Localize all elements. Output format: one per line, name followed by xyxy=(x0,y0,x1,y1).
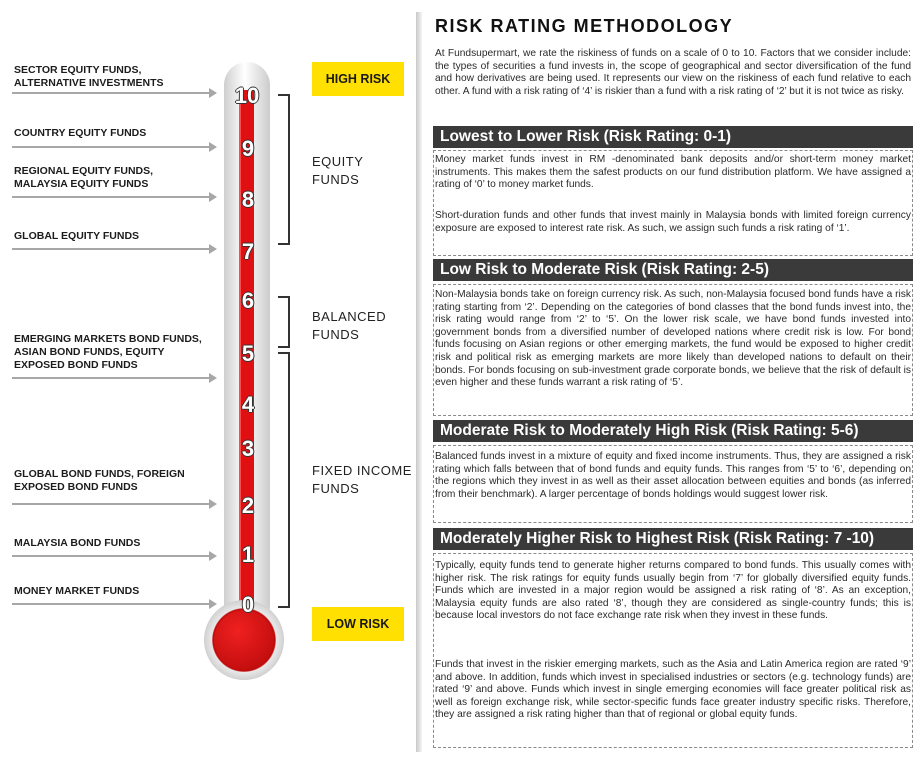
fixed-income-bracket xyxy=(278,352,290,608)
scale-4: 4 xyxy=(241,392,255,417)
arrow-to-10 xyxy=(12,92,210,94)
intro-paragraph: At Fundsupermart, we rate the riskiness of funds on a scale of 0 to 10. Factors that we consider include: the types of securities a fund invests in, the scope of geographical and sector diversification of the fund and how derivatives are being used. It represents our view on the riskiness of each fund relative to each other. A fund with a risk rating of ‘4’ is riskier than a fund with a risk rating of ‘2’ but it is not twice as risky. xyxy=(435,48,911,97)
scale-7: 7 xyxy=(241,239,255,264)
fund-label-sector-equity: SECTOR EQUITY FUNDS, ALTERNATIVE INVESTMENTS xyxy=(14,64,164,89)
scale-3: 3 xyxy=(241,436,255,461)
section-header-highest: Moderately Higher Risk to Highest Risk (Risk Rating: 7 -10) xyxy=(433,528,913,550)
page-title: RISK RATING METHODOLOGY xyxy=(435,16,734,36)
section-lowest-para-1: Money market funds invest in RM -denominated bank deposits and/or short-term money market instruments. This makes them the safest products on our fund distribution platform. We have assigned a rating of ‘0’ to money market funds. xyxy=(435,154,911,191)
fund-label-malaysia-bond: MALAYSIA BOND FUNDS xyxy=(14,537,141,549)
arrow-to-4 xyxy=(12,377,210,379)
arrow-to-2 xyxy=(12,503,210,505)
arrow-to-7 xyxy=(12,248,210,250)
panel-shadow xyxy=(416,12,422,752)
section-highest-para-1: Typically, equity funds tend to generate higher returns compared to bond funds. This usually comes with higher risk. The risk ratings for equity funds usually begin from ‘7’ for globally diversified equity funds. Funds which are invested in a major region would be assigned a risk rating of ‘8’. As an exception, Malaysia equity funds are also rated ‘8’, though they are considered as single-country funds; this is because local investors do not face exchange rate risk when they invest in these funds. xyxy=(435,560,911,622)
section-header-lowest: Lowest to Lower Risk (Risk Rating: 0-1) xyxy=(433,126,913,148)
fund-label-global-equity: GLOBAL EQUITY FUNDS xyxy=(14,230,140,242)
scale-8: 8 xyxy=(241,187,255,212)
balanced-bracket xyxy=(278,296,290,348)
fund-label-global-bond: GLOBAL BOND FUNDS, FOREIGN EXPOSED BOND FUNDS xyxy=(14,468,185,493)
arrow-to-8 xyxy=(12,196,210,198)
scale-9: 9 xyxy=(241,136,255,161)
high-risk-badge: HIGH RISK xyxy=(312,62,404,96)
scale-5: 5 xyxy=(241,341,255,366)
low-risk-badge: LOW RISK xyxy=(312,607,404,641)
methodology-panel xyxy=(427,0,920,765)
section-lowest-para-2: Short-duration funds and other funds that invest mainly in Malaysia bonds with limited foreign currency exposure are exposed to interest rate risk. As such, we assign such funds a risk rating of ‘1’. xyxy=(435,210,911,234)
group-label-balanced: BALANCED FUNDS xyxy=(312,309,387,342)
scale-2: 2 xyxy=(241,493,255,518)
fund-label-emerging-bond: EMERGING MARKETS BOND FUNDS, ASIAN BOND FUNDS, EQUITY EXPOSED BOND FUNDS xyxy=(14,333,202,371)
scale-6: 6 xyxy=(241,288,255,313)
fund-label-regional-equity: REGIONAL EQUITY FUNDS, MALAYSIA EQUITY FUNDS xyxy=(14,165,154,190)
equity-bracket xyxy=(278,94,290,245)
section-header-moderate-high: Moderate Risk to Moderately High Risk (Risk Rating: 5-6) xyxy=(433,420,913,442)
scale-0: 0 xyxy=(241,592,255,617)
fund-label-country-equity: COUNTRY EQUITY FUNDS xyxy=(14,127,147,139)
group-label-fixed-income: FIXED INCOME FUNDS xyxy=(312,463,412,496)
arrow-to-9 xyxy=(12,146,210,148)
section-low-moderate-para-1: Non-Malaysia bonds take on foreign currency risk. As such, non-Malaysia focused bond funds have a risk rating starting from ‘2’. Depending on the categories of bond classes that the bond funds invest into, the risk rating would range from ‘2’ to ‘5’. On the lower risk scale, we have bond funds invested into government bonds from a diversified number of developed nations where credit risk is low. For bond funds focusing on Asian regions or other emerging markets, the fund would be exposed to higher credit risk and political risk as emerging markets are more likely than developed nations to default on their bonds. For bonds focusing on sub-investment grade corporate bonds, we believe that the risk of default is even higher and these funds warrant a risk rating of ‘5’. xyxy=(435,289,911,389)
section-highest-para-2: Funds that invest in the riskier emerging markets, such as the Asia and Latin America region are rated ‘9’ and above. In addition, funds which invest in specialised industries or sectors (e.g. technology funds) are rated ‘9’ and above. Funds which invest in single emerging economies will face greater political risk as well as foreign exchange risk, while sector-specific funds face greater industry specific risks. Therefore, they are assigned a risk rating higher than that of regional or global equity funds. xyxy=(435,659,911,721)
fund-label-money-market: MONEY MARKET FUNDS xyxy=(14,585,140,597)
risk-thermometer-panel xyxy=(0,0,418,765)
arrow-to-0 xyxy=(12,603,210,605)
thermometer-bulb-core xyxy=(214,610,274,670)
scale-1: 1 xyxy=(241,542,255,567)
section-header-low-moderate: Low Risk to Moderate Risk (Risk Rating: 2-5) xyxy=(433,259,913,281)
section-moderate-high-para-1: Balanced funds invest in a mixture of equity and fixed income instruments. Thus, they are assigned a risk rating which falls between that of bond funds and equity funds. This ranges from ‘5’ to ‘6’, depending on the regions which they invest in as well as their asset allocation between equities and bonds (as inferred from their benchmark). A larger percentage of bonds holdings would suggest lower risk. xyxy=(435,451,911,500)
arrow-to-1 xyxy=(12,555,210,557)
scale-10: 10 xyxy=(234,83,260,108)
group-label-equity: EQUITY FUNDS xyxy=(312,154,364,187)
